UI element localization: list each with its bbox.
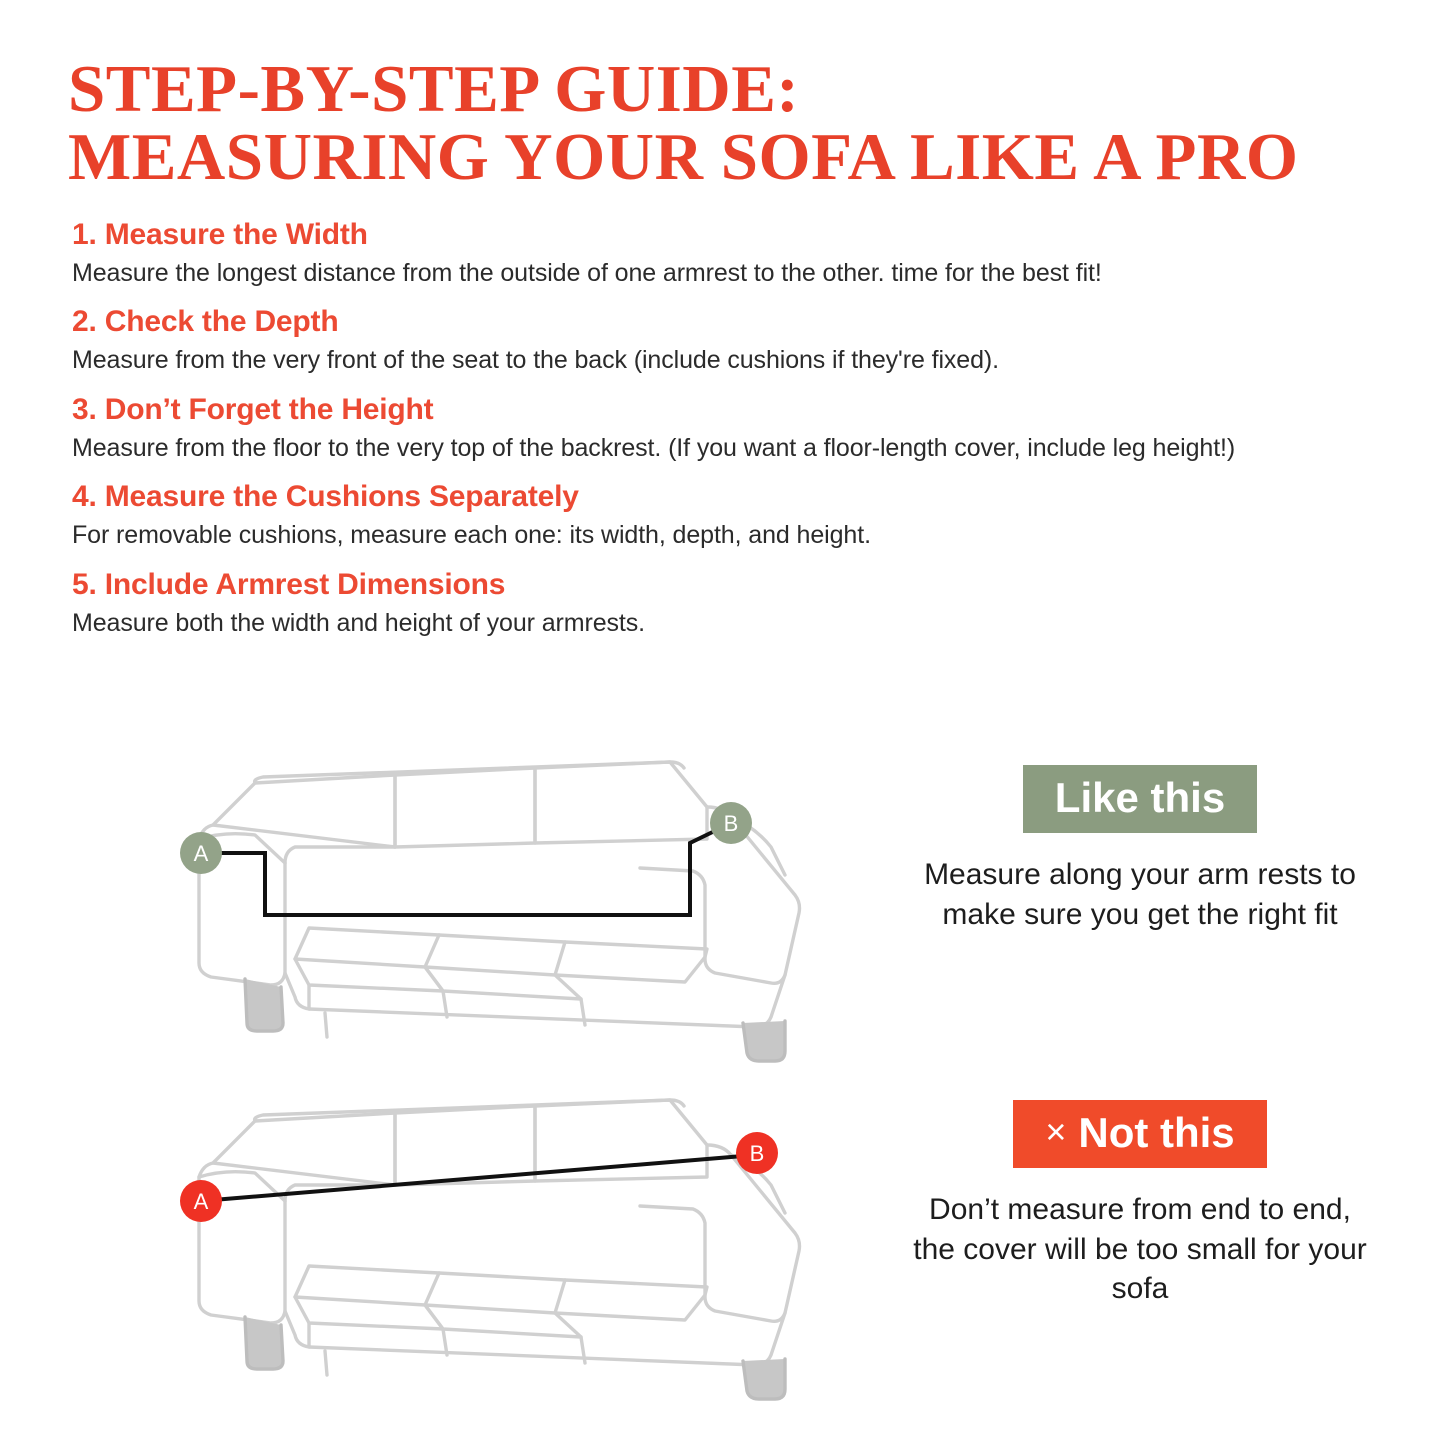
svg-text:B: B [749, 1141, 765, 1166]
step-heading: 1. Measure the Width [72, 217, 368, 251]
sofa-diagram-correct-svg [95, 735, 895, 1065]
steps-list [0, 192, 1445, 640]
caption-like-this: Measure along your arm rests to make sure you get the right fit [924, 858, 1356, 931]
step-item [72, 480, 1405, 552]
step-item [72, 218, 1405, 290]
banner-not-this-wrap [905, 1100, 1375, 1168]
title-line-2: MEASURING YOUR SOFA LIKE A PRO [68, 120, 1299, 195]
step-body: Measure from the floor to the very top of the backrest. (If you want a floor-length cover, include leg height!) [72, 433, 1236, 462]
svg-text:A: A [193, 841, 209, 866]
title-line-1: STEP-BY-STEP GUIDE: [68, 52, 800, 126]
examples-section [0, 725, 1445, 1445]
sofa-diagram-incorrect-svg [95, 1073, 895, 1403]
marker-b-correct [710, 802, 752, 844]
callout-not-this [905, 1100, 1375, 1309]
marker-a-incorrect [180, 1180, 222, 1222]
callout-like-this [905, 765, 1375, 934]
sofa-illustration-incorrect [95, 1073, 895, 1403]
step-heading: 3. Don’t Forget the Height [72, 392, 434, 426]
step-heading: 5. Include Armrest Dimensions [72, 567, 506, 601]
caption-not-this: Don’t measure from end to end, the cover will be too small for your sofa [913, 1193, 1367, 1306]
step-body: Measure from the very front of the seat to the back (include cushions if they're fixed). [72, 346, 999, 375]
sofa-illustration-correct [95, 735, 895, 1065]
step-item [72, 568, 1405, 640]
svg-text:B: B [723, 811, 739, 836]
banner-like-this: Like this [1023, 765, 1257, 833]
step-body: For removable cushions, measure each one: its width, depth, and height. [72, 521, 871, 550]
step-body: Measure both the width and height of your armrests. [72, 608, 645, 637]
banner-like-this-wrap [905, 765, 1375, 833]
banner-not-this [1013, 1100, 1266, 1168]
marker-a-correct [180, 832, 222, 874]
step-item [72, 393, 1405, 465]
banner-not-this-label: Not this [1078, 1109, 1235, 1156]
page-title [0, 0, 1445, 195]
marker-b-incorrect [736, 1132, 778, 1174]
step-body: Measure the longest distance from the outside of one armrest to the other. time for the best fit! [72, 258, 1102, 287]
step-heading: 2. Check the Depth [72, 305, 339, 339]
svg-text:A: A [193, 1189, 209, 1214]
step-item [72, 305, 1405, 377]
step-heading: 4. Measure the Cushions Separately [72, 480, 579, 514]
cross-icon: × [1045, 1111, 1067, 1152]
